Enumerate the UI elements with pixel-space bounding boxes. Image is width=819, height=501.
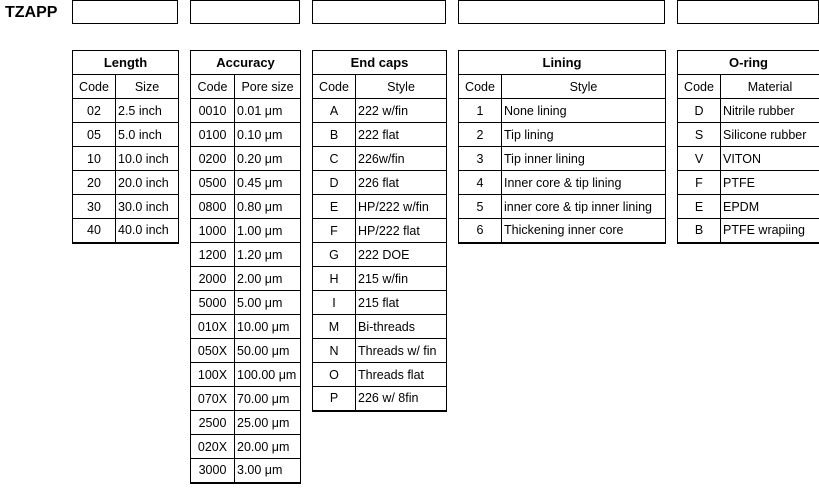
oring-value-cell: PTFE [721,171,819,195]
table-row [459,147,666,171]
accuracy-code-cell: 1000 [191,219,235,243]
lining-code-cell: 6 [459,219,502,243]
endcaps-code-cell: H [313,267,356,291]
table-row [191,123,301,147]
oring-code-cell: V [678,147,721,171]
accuracy-value-cell: 50.00 μm [235,339,301,363]
accuracy-code-cell: 0010 [191,99,235,123]
lining-column-header: Style [502,75,666,99]
lining-value-cell: Thickening inner core [502,219,666,243]
lining-title: Lining [459,51,666,75]
lining-code-cell: 4 [459,171,502,195]
table-row [191,195,301,219]
oring-value-cell: VITON [721,147,819,171]
table-row [313,195,447,219]
endcaps-value-cell: 222 w/fin [356,99,447,123]
endcaps-code-cell: G [313,243,356,267]
table-row [73,195,179,219]
endcaps-value-cell: Threads flat [356,363,447,387]
accuracy-code-cell: 0800 [191,195,235,219]
oring-value-cell: PTFE wrapiing [721,219,819,243]
accuracy-value-cell: 70.00 μm [235,387,301,411]
endcaps-value-cell: 222 flat [356,123,447,147]
endcaps-code-cell: I [313,291,356,315]
endcaps-value-cell: 215 flat [356,291,447,315]
accuracy-value-cell: 25.00 μm [235,411,301,435]
brand-title: TZAPP [5,4,58,21]
oring-code-cell: S [678,123,721,147]
endcaps-code-cell: D [313,171,356,195]
accuracy-value-cell: 5.00 μm [235,291,301,315]
accuracy-value-cell: 0.20 μm [235,147,301,171]
table-row [191,171,301,195]
endcaps-value-cell: HP/222 w/fin [356,195,447,219]
table-row [678,147,819,171]
accuracy-value-cell: 0.01 μm [235,99,301,123]
length-value-cell: 5.0 inch [116,123,179,147]
table-row [191,387,301,411]
endcaps-code-cell: C [313,147,356,171]
lining-value-cell: Inner core & tip lining [502,171,666,195]
oring-code-cell: E [678,195,721,219]
accuracy-value-cell: 3.00 μm [235,459,301,483]
endcaps-code-cell: N [313,339,356,363]
lining-value-cell: Tip lining [502,123,666,147]
endcaps-value-cell: 226 w/ 8fin [356,387,447,411]
lining-value-cell: inner core & tip inner lining [502,195,666,219]
table-row [313,171,447,195]
accuracy-table [190,50,301,484]
accuracy-column-header: Pore size [235,75,301,99]
table-row [73,123,179,147]
length-code-cell: 02 [73,99,116,123]
table-row [191,147,301,171]
table-row [678,171,819,195]
accuracy-value-cell: 1.20 μm [235,243,301,267]
accuracy-code-box[interactable] [190,0,300,24]
accuracy-code-cell: 0200 [191,147,235,171]
table-row [191,411,301,435]
endcaps-column-header: Style [356,75,447,99]
table-row [313,291,447,315]
table-row [313,147,447,171]
accuracy-value-cell: 10.00 μm [235,315,301,339]
accuracy-code-cell: 2500 [191,411,235,435]
oring-value-cell: Silicone rubber [721,123,819,147]
accuracy-value-cell: 20.00 μm [235,435,301,459]
table-row [191,219,301,243]
table-row [313,99,447,123]
endcaps-code-cell: E [313,195,356,219]
lining-table [458,50,666,244]
length-code-cell: 10 [73,147,116,171]
length-title: Length [73,51,179,75]
table-row [313,363,447,387]
table-row [73,99,179,123]
length-value-cell: 20.0 inch [116,171,179,195]
endcaps-code-cell: A [313,99,356,123]
table-row [191,339,301,363]
accuracy-code-cell: 5000 [191,291,235,315]
accuracy-value-cell: 2.00 μm [235,267,301,291]
table-row [191,267,301,291]
table-row [313,387,447,411]
accuracy-code-cell: 010X [191,315,235,339]
table-row [459,99,666,123]
endcaps-code-cell: B [313,123,356,147]
lining-value-cell: Tip inner lining [502,147,666,171]
length-code-cell: 20 [73,171,116,195]
accuracy-title: Accuracy [191,51,301,75]
length-code-cell: 05 [73,123,116,147]
endcaps-code-cell: M [313,315,356,339]
oring-code-cell: D [678,99,721,123]
accuracy-value-cell: 0.45 μm [235,171,301,195]
table-row [313,267,447,291]
oring-code-box[interactable] [677,0,819,24]
endcaps-code-cell: O [313,363,356,387]
length-code-cell: 40 [73,219,116,243]
table-row [73,171,179,195]
accuracy-value-cell: 1.00 μm [235,219,301,243]
table-row [678,219,819,243]
table-row [313,339,447,363]
endcaps-value-cell: Bi-threads [356,315,447,339]
length-table [72,50,179,244]
table-row [191,99,301,123]
oring-table [677,50,819,244]
oring-column-header: Code [678,75,721,99]
endcaps-value-cell: 226w/fin [356,147,447,171]
accuracy-column-header: Code [191,75,235,99]
length-code-box[interactable] [72,0,178,24]
lining-code-cell: 5 [459,195,502,219]
table-row [459,219,666,243]
accuracy-code-cell: 0500 [191,171,235,195]
endcaps-title: End caps [313,51,447,75]
table-row [313,243,447,267]
table-row [73,219,179,243]
oring-value-cell: EPDM [721,195,819,219]
accuracy-value-cell: 0.10 μm [235,123,301,147]
length-column-header: Code [73,75,116,99]
table-row [191,315,301,339]
lining-value-cell: None lining [502,99,666,123]
lining-code-cell: 3 [459,147,502,171]
lining-code-cell: 1 [459,99,502,123]
accuracy-value-cell: 0.80 μm [235,195,301,219]
table-row [459,171,666,195]
endcaps-code-box[interactable] [312,0,446,24]
endcaps-code-cell: F [313,219,356,243]
table-row [191,363,301,387]
accuracy-code-cell: 020X [191,435,235,459]
table-row [678,123,819,147]
table-row [73,147,179,171]
accuracy-code-cell: 0100 [191,123,235,147]
length-code-cell: 30 [73,195,116,219]
table-row [678,195,819,219]
endcaps-table [312,50,447,412]
lining-code-cell: 2 [459,123,502,147]
endcaps-value-cell: 226 flat [356,171,447,195]
accuracy-code-cell: 070X [191,387,235,411]
oring-column-header: Material [721,75,819,99]
table-row [191,435,301,459]
length-column-header: Size [116,75,179,99]
table-row [191,243,301,267]
oring-code-cell: B [678,219,721,243]
length-value-cell: 40.0 inch [116,219,179,243]
endcaps-column-header: Code [313,75,356,99]
accuracy-value-cell: 100.00 μm [235,363,301,387]
endcaps-value-cell: HP/222 flat [356,219,447,243]
accuracy-code-cell: 1200 [191,243,235,267]
table-row [191,291,301,315]
accuracy-code-cell: 050X [191,339,235,363]
accuracy-code-cell: 3000 [191,459,235,483]
endcaps-value-cell: Threads w/ fin [356,339,447,363]
table-row [459,195,666,219]
table-row [678,99,819,123]
endcaps-code-cell: P [313,387,356,411]
table-row [313,123,447,147]
endcaps-value-cell: 215 w/fin [356,267,447,291]
lining-code-box[interactable] [458,0,665,24]
length-value-cell: 30.0 inch [116,195,179,219]
length-value-cell: 2.5 inch [116,99,179,123]
table-row [313,219,447,243]
length-value-cell: 10.0 inch [116,147,179,171]
table-row [459,123,666,147]
oring-value-cell: Nitrile rubber [721,99,819,123]
lining-column-header: Code [459,75,502,99]
oring-code-cell: F [678,171,721,195]
endcaps-value-cell: 222 DOE [356,243,447,267]
oring-title: O-ring [678,51,819,75]
accuracy-code-cell: 100X [191,363,235,387]
table-row [191,459,301,483]
accuracy-code-cell: 2000 [191,267,235,291]
table-row [313,315,447,339]
